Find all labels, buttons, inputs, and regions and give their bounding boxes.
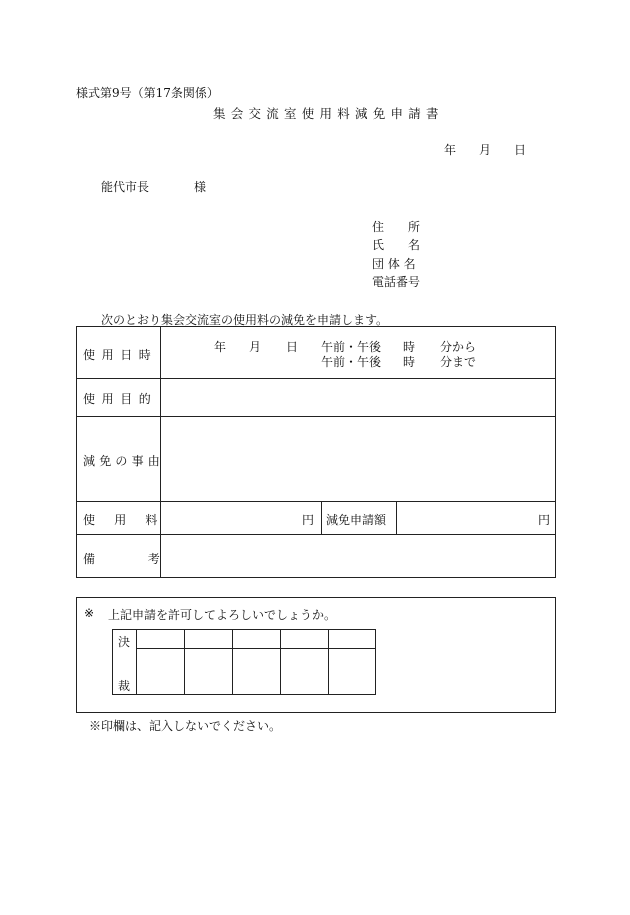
decision-column-divider <box>328 629 329 695</box>
reduction-label: 減免申請額 <box>326 513 387 527</box>
fee-field[interactable] <box>162 503 319 532</box>
fee-unit: 円 <box>302 513 315 527</box>
decision-header-divider <box>136 648 376 649</box>
approval-mark: ※ <box>84 606 95 620</box>
usage-start-ampm: 午前・午後 <box>321 340 382 354</box>
applicant-group-label: 団 体 名 <box>372 257 416 271</box>
usage-end-minute: 分まで <box>440 355 477 369</box>
usage-month: 月 <box>249 340 262 354</box>
reason-label: 減免の事由 <box>83 454 165 468</box>
fee-label: 使用料 <box>83 513 177 527</box>
reduction-field[interactable] <box>398 503 554 532</box>
date-month: 月 <box>479 143 492 157</box>
usage-end-hour: 時 <box>403 355 416 369</box>
decision-label-bottom: 裁 <box>118 679 131 693</box>
reduction-unit: 円 <box>538 513 551 527</box>
fee-divider <box>321 501 322 534</box>
row-divider <box>76 378 556 379</box>
decision-label-top: 決 <box>118 635 131 649</box>
fee-divider <box>396 501 397 534</box>
usage-year: 年 <box>214 340 227 354</box>
form-number: 様式第9号（第17条関係） <box>76 86 219 100</box>
decision-column-divider <box>232 629 233 695</box>
addressee-name: 能代市長 <box>101 180 150 194</box>
decision-column-divider <box>280 629 281 695</box>
reason-field[interactable] <box>162 418 554 499</box>
usage-datetime-label: 使用日時 <box>83 348 158 362</box>
remarks-label: 備考 <box>83 552 213 566</box>
decision-grid <box>112 629 376 695</box>
applicant-phone-label: 電話番号 <box>372 275 421 289</box>
decision-label-divider <box>136 629 137 695</box>
decision-column-divider <box>184 629 185 695</box>
footnote: ※印欄は、記入しないでください。 <box>89 719 282 733</box>
usage-start-minute: 分から <box>440 340 477 354</box>
date-year: 年 <box>444 143 457 157</box>
applicant-address-label: 住 所 <box>372 220 421 234</box>
addressee-honorific: 様 <box>194 180 207 194</box>
purpose-field[interactable] <box>162 380 554 414</box>
row-divider <box>76 416 556 417</box>
row-divider <box>76 534 556 535</box>
intro-text: 次のとおり集会交流室の使用料の減免を申請します。 <box>101 313 389 327</box>
applicant-name-label: 氏 名 <box>372 238 421 252</box>
page-title: 集会交流室使用料減免申請書 <box>213 106 444 121</box>
purpose-label: 使用目的 <box>83 392 158 406</box>
usage-start-hour: 時 <box>403 340 416 354</box>
remarks-field[interactable] <box>162 536 554 576</box>
usage-end-ampm: 午前・午後 <box>321 355 382 369</box>
approval-question: 上記申請を許可してよろしいでしょうか。 <box>108 608 337 622</box>
usage-day: 日 <box>286 340 299 354</box>
date-day: 日 <box>514 143 527 157</box>
row-divider <box>76 501 556 502</box>
